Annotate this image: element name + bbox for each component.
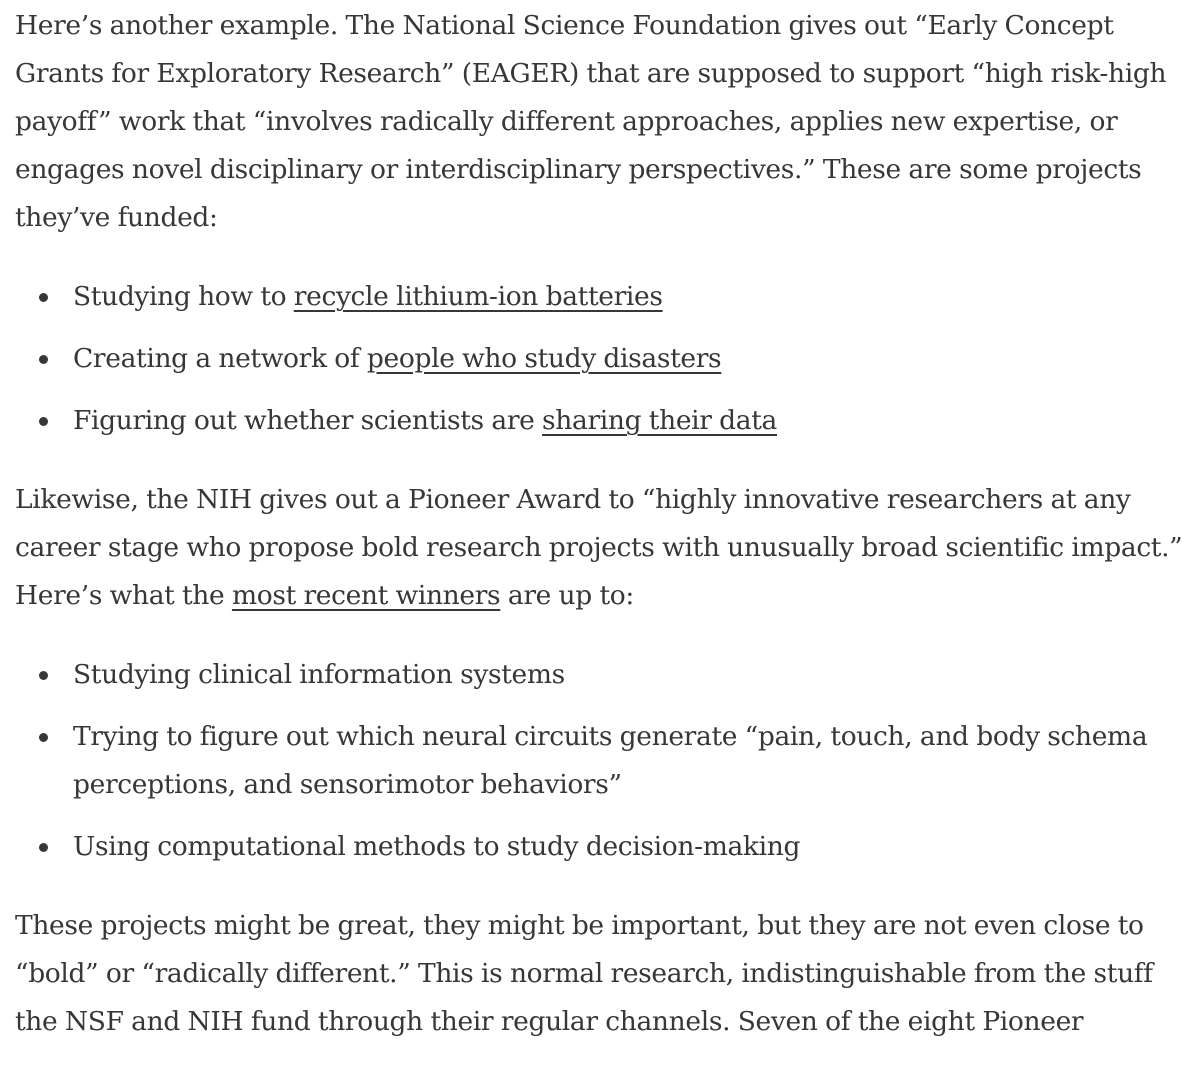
list-item: Using computational methods to study decision-making [73,823,1187,871]
paragraph-conclusion: These projects might be great, they might be important, but they are not even close to “bold” or “radically different.” This is normal research, indistinguishable from the stuff the NSF and NIH fund through their regular channels. Seven of the eight Pioneer [15,910,1153,1037]
article-body [15,2,1187,1077]
list-item [73,397,1187,445]
list-item: Studying clinical information systems [73,651,1187,699]
eager-projects-list [15,273,1187,445]
paragraph-text: are up to: [500,580,634,611]
list-item-text: Creating a network of [73,343,367,374]
link-people-who-study-disasters[interactable]: people who study disasters [366,343,722,374]
link-most-recent-winners[interactable]: most recent winners [231,580,501,611]
pioneer-projects-list [15,651,1187,871]
paragraph-nih-pioneer [15,476,1187,620]
list-item [73,335,1187,383]
link-recycle-lithium-ion-batteries[interactable]: recycle lithium-ion batteries [293,281,663,312]
list-item: Trying to figure out which neural circuits generate “pain, touch, and body schema perceptions, and sensorimotor behaviors” [73,713,1187,809]
list-item-text: Figuring out whether scientists are [73,405,543,436]
paragraph-eager-intro: Here’s another example. The National Science Foundation gives out “Early Concept Grants for Exploratory Research” (EAGER) that are supposed to support “high risk-high payoff” work that “involves radically different approaches, applies new expertise, or engages novel disciplinary or interdisciplinary perspectives.” These are some projects they’ve funded: [15,10,1167,233]
list-item-text: Studying how to [73,281,294,312]
link-sharing-their-data[interactable]: sharing their data [542,405,777,436]
list-item [73,273,1187,321]
paragraph-text: Likewise, the NIH gives out a Pioneer Award to “highly innovative researchers at any career stage who propose bold research projects with unusually broad scientific impact.” Here’s what the [15,484,1183,611]
